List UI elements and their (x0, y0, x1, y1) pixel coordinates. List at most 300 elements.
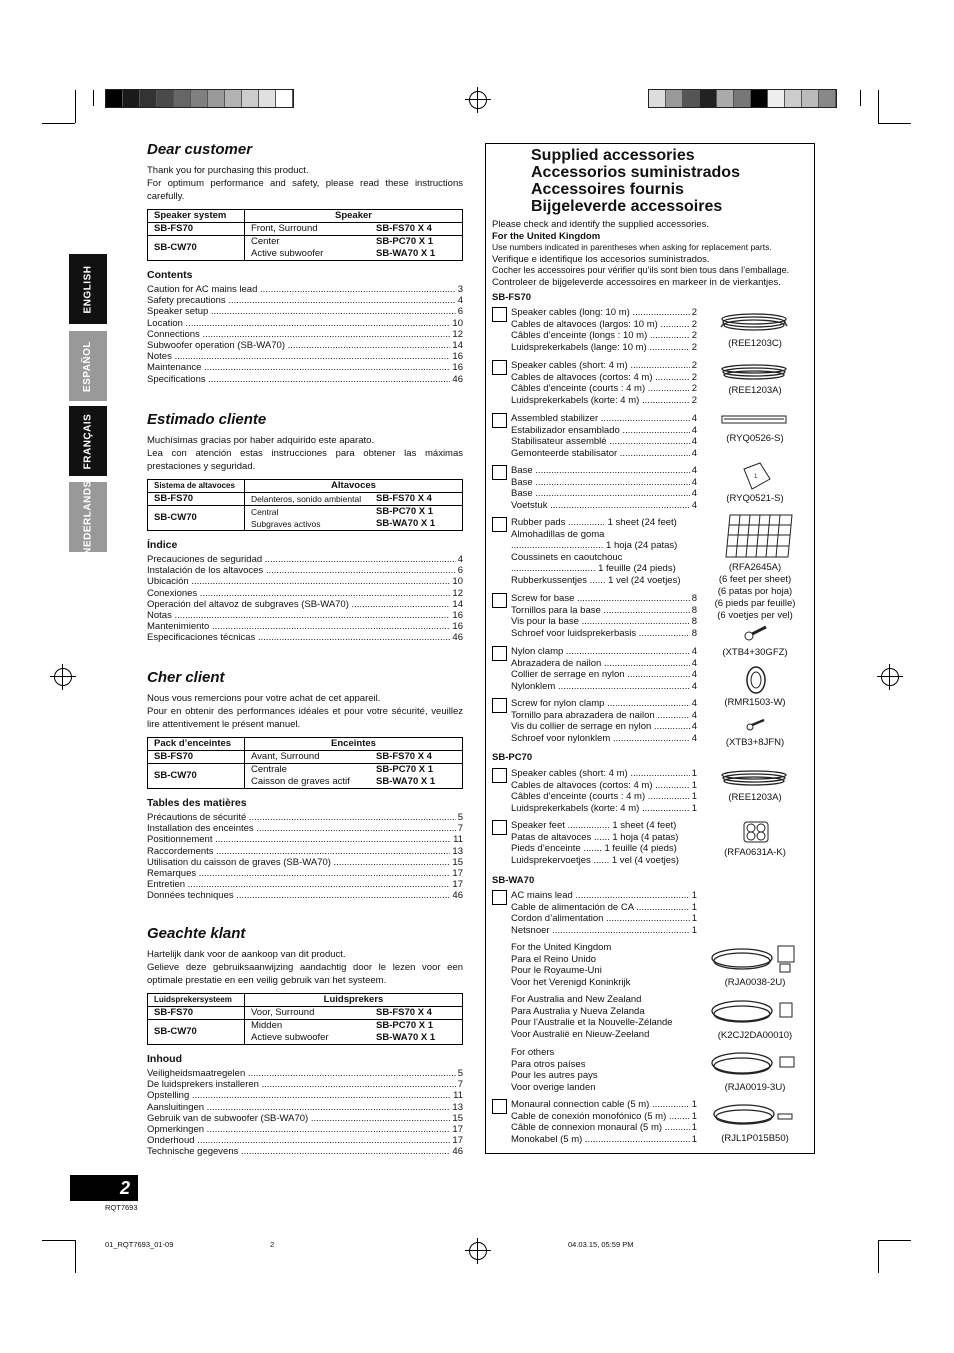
accessory-qty: 4 (691, 436, 697, 448)
speaker-model: SB-PC70 X 1 (376, 1020, 434, 1031)
accessory-label: Screw for base ..... (511, 593, 690, 605)
part-number: (K2CJ2DA00010) (717, 1030, 793, 1041)
speaker-model: SB-WA70 X 1 (376, 776, 436, 787)
footer-page: 2 (270, 1240, 275, 1249)
section-dutch (147, 925, 463, 1158)
toc-item[interactable] (147, 1090, 463, 1101)
part-number: (RJA0019-3U) (724, 1082, 786, 1093)
toc-item-page: 15 (452, 1112, 463, 1124)
toc-item[interactable] (147, 1079, 463, 1090)
accessory-label: Base ..... (511, 477, 690, 489)
accessory-label: Gemonteerde stabilisator ..... (511, 448, 690, 460)
accessory-checkbox[interactable] (492, 646, 507, 661)
part-number: (REE1203A) (728, 792, 782, 803)
accessory-checkbox[interactable] (492, 593, 507, 608)
accessory-label: Collier de serrage en nylon ..... (511, 669, 690, 681)
toc-item-label: Veiligheidsmaatregelen ..... (147, 1068, 456, 1079)
lang-tab-francais[interactable]: FRANÇAIS (69, 406, 107, 476)
speaker-model: SB-WA70 X 1 (376, 1032, 436, 1043)
accessory-label: Schroef voor nylonklem ..... (511, 733, 690, 745)
variant-label: Pour l’Australie et la Nouvelle-Zélande (511, 1017, 673, 1029)
accessory-line (511, 425, 697, 437)
toc-item-label: Gebruik van de subwoofer (SB-WA70) ..... (147, 1113, 450, 1124)
accessory-qty: 1 (691, 779, 697, 791)
accessory-line (511, 669, 697, 681)
table-header: Luidsprekers (245, 994, 463, 1007)
toc-item-label: Opmerkingen ..... (147, 1124, 450, 1135)
intro-text: For optimum performance and safety, please read these instructions carefully. (147, 178, 463, 202)
accessory-label: Cables de altavoces (cortos: 4 m) ..... (511, 372, 690, 384)
accessory-line (511, 843, 697, 855)
toc-item[interactable] (147, 834, 463, 845)
speaker-desc: Delanteros, sonido ambiental (251, 494, 362, 504)
lang-tab-english[interactable]: ENGLISH (69, 254, 107, 324)
toc-item[interactable] (147, 1068, 463, 1079)
accessory-line (511, 330, 697, 342)
accessory-line (511, 413, 697, 425)
intro-line: Use numbers indicated in parentheses when asking for replacement parts. (492, 242, 772, 252)
speaker-table (147, 993, 463, 1045)
accessory-line (511, 488, 697, 500)
part-number: (RJA0038-2U) (724, 977, 786, 988)
color-registration-bar-right (648, 89, 837, 108)
toc-item-label: Specifications ..... (147, 374, 450, 385)
accessory-line (511, 890, 697, 902)
accessory-qty: 4 (691, 413, 697, 424)
toc-item-page: 5 (457, 1068, 463, 1079)
accessory-label: Rubber pads .............. 1 sheet (24 feet) (511, 517, 677, 528)
toc-item-page: 13 (452, 1101, 463, 1113)
speaker-model: SB-PC70 X 1 (376, 764, 434, 775)
toc-item-page: 17 (452, 1124, 463, 1136)
toc-item-label: Onderhoud ..... (147, 1135, 450, 1146)
accessory-label: ................................... 1 hoja (24 patas) (511, 540, 678, 552)
table-header: Sistema de altavoces (148, 480, 245, 493)
toc-item[interactable] (147, 351, 463, 362)
table-row (148, 1020, 463, 1045)
accessory-label: Base ..... (511, 465, 690, 477)
accessory-label: Tornillos para la base ..... (511, 605, 690, 617)
accessory-checkbox[interactable] (492, 820, 507, 835)
table-header: Speaker (245, 210, 463, 223)
toc-item-page: 46 (452, 890, 463, 902)
toc-list (147, 284, 463, 385)
accessory-line (511, 721, 697, 733)
toc-item-label: Instalación de los altavoces ..... (147, 565, 456, 576)
accessory-line (511, 383, 697, 395)
toc-item-label: Données techniques ..... (147, 890, 450, 901)
toc-item[interactable] (147, 284, 463, 295)
accessory-line (511, 832, 697, 844)
toc-item[interactable] (147, 868, 463, 879)
accessory-qty: 1 (691, 901, 697, 913)
toc-item[interactable] (147, 565, 463, 576)
accessory-label: Cordon d’alimentation ..... (511, 913, 690, 925)
registration-target-icon (469, 91, 487, 109)
toc-list (147, 1068, 463, 1158)
group-sb-wa70: SB-WA70 (492, 875, 535, 886)
accessory-label: Almohadillas de goma (511, 528, 605, 540)
footer-date: 04.03.15, 05:59 PM (568, 1240, 634, 1249)
table-row (148, 506, 463, 531)
toc-item-label: Ubicación ..... (147, 576, 450, 587)
accessory-line (511, 540, 697, 552)
intro-text: Lea con atención estas instrucciones para obtener las máximas prestaciones y seguridad. (147, 448, 463, 472)
accessory-line (511, 563, 697, 575)
accessory-qty: 8 (691, 616, 697, 628)
toc-item[interactable] (147, 879, 463, 890)
toc-item[interactable] (147, 588, 463, 599)
accessory-label: Netsnoer ..... (511, 925, 690, 937)
accessory-qty: 4 (691, 669, 697, 681)
toc-item[interactable] (147, 823, 463, 834)
toc-item[interactable] (147, 1124, 463, 1135)
toc-item-page: 11 (453, 1090, 463, 1102)
accessory-label: Vis pour la base ..... (511, 616, 690, 628)
accessory-line (511, 658, 697, 670)
part-number: (REE1203C) (728, 338, 782, 349)
accessory-label: Monokabel (5 m) ..... (511, 1134, 690, 1146)
accessory-checkbox[interactable] (492, 465, 507, 480)
accessory-label: Speaker cables (short: 4 m) ..... (511, 360, 690, 372)
toc-item-label: Installation des enceintes ..... (147, 823, 456, 834)
accessory-checkbox[interactable] (492, 413, 507, 428)
accessory-label: Base ..... (511, 488, 690, 500)
toc-item-label: Connections ..... (147, 329, 450, 340)
variant-label: Para otros países (511, 1058, 586, 1070)
speaker-desc: Caisson de graves actif (251, 776, 350, 787)
accessory-line (511, 616, 697, 628)
toc-item-label: Utilisation du caisson de graves (SB-WA70) ..... (147, 857, 450, 868)
variant-label: Voor overige landen (511, 1081, 596, 1093)
toc-item-label: Safety precautions ..... (147, 295, 456, 306)
accessory-line (511, 913, 697, 925)
speaker-model: SB-FS70 X 4 (376, 1007, 432, 1018)
accessory-line (511, 855, 697, 867)
section-title: Cher client (147, 669, 225, 686)
ac-mains-lead-uk-icon (708, 942, 798, 976)
speaker-feet-icon (742, 820, 770, 844)
toc-item[interactable] (147, 1146, 463, 1157)
section-french (147, 669, 463, 902)
rubber-pads-icon (724, 513, 794, 559)
toc-item-label: Precauciones de seguridad ..... (147, 554, 456, 565)
accessory-checkbox[interactable] (492, 768, 507, 783)
toc-item[interactable] (147, 890, 463, 901)
toc-item-page: 46 (452, 632, 463, 644)
accessory-checkbox[interactable] (492, 517, 507, 532)
toc-item-label: Notas ..... (147, 610, 450, 621)
toc-item[interactable] (147, 374, 463, 385)
table-header: Speaker system (148, 210, 245, 223)
accessory-item (492, 465, 697, 511)
accessory-qty: 2 (691, 318, 697, 330)
variant-label: Para Australia y Nueva Zelanda (511, 1005, 645, 1017)
toc-item[interactable] (147, 318, 463, 329)
accessory-line (511, 342, 697, 354)
accessory-qty: 4 (691, 698, 697, 709)
accessory-item (492, 1099, 697, 1145)
speaker-table (147, 479, 463, 531)
toc-item[interactable] (147, 610, 463, 621)
part-number: (RYQ0526-S) (726, 433, 784, 444)
accessory-qty: 2 (691, 360, 697, 371)
accessory-line (511, 1111, 697, 1123)
toc-item-label: Précautions de sécurité ..... (147, 812, 456, 823)
accessory-checkbox[interactable] (492, 1099, 507, 1114)
accessory-label: Estabilizador ensamblado ..... (511, 425, 690, 437)
speaker-model: SB-FS70 X 4 (376, 223, 432, 234)
accessory-label: Screw for nylon clamp ..... (511, 698, 690, 710)
intro-text: Hartelijk dank voor de aankoop van dit product. (147, 949, 346, 960)
accessory-line (511, 791, 697, 803)
speaker-desc: Central (251, 507, 279, 517)
toc-item[interactable] (147, 1135, 463, 1146)
accessory-line (511, 529, 697, 541)
toc-item-page: 6 (457, 565, 463, 577)
base-icon (740, 461, 772, 491)
accessory-qty: 2 (691, 371, 697, 383)
variant-label: Pour le Royaume-Uni (511, 965, 602, 977)
accessory-line (511, 517, 697, 529)
registration-target-icon (469, 1242, 487, 1260)
speaker-cable-long-icon (720, 311, 788, 335)
accessory-label: Speaker cables (long: 10 m) ..... (511, 307, 690, 319)
toc-item[interactable] (147, 857, 463, 868)
toc-item[interactable] (147, 340, 463, 351)
toc-item-label: Notes ..... (147, 351, 450, 362)
accessory-item (492, 307, 697, 353)
speaker-system: SB-CW70 (148, 764, 245, 789)
toc-item-page: 16 (452, 621, 463, 633)
accessory-label: Cables de altavoces (cortos: 4 m) ..... (511, 780, 690, 792)
accessory-label: Coussinets en caoutchouc (511, 551, 623, 563)
toc-item[interactable] (147, 329, 463, 340)
accessory-line (511, 360, 697, 372)
monaural-cable-icon (708, 1100, 798, 1130)
table-row (148, 764, 463, 789)
accessory-line (511, 646, 697, 658)
accessory-line (511, 593, 697, 605)
table-row (148, 236, 463, 261)
accessory-checkbox[interactable] (492, 698, 507, 713)
toc-item-page: 16 (452, 610, 463, 622)
accessory-label: Câbles d’enceinte (courts : 4 m) ..... (511, 791, 690, 803)
toc-item-page: 13 (452, 845, 463, 857)
accessory-line (511, 552, 697, 564)
accessory-line (511, 1099, 697, 1111)
accessory-label: Câbles d’enceinte (longs : 10 m) ..... (511, 330, 690, 342)
group-sb-fs70: SB-FS70 (492, 292, 532, 303)
speaker-model: SB-WA70 X 1 (376, 248, 436, 259)
nylon-clamp-icon (744, 664, 768, 696)
accessory-qty: 4 (691, 721, 697, 733)
table-header: Altavoces (245, 480, 463, 493)
toc-item-label: Entretien ..... (147, 879, 450, 890)
accessory-line (511, 710, 697, 722)
accessory-label: Luidsprekerkabels (korte: 4 m) ..... (511, 803, 690, 815)
stabilizer-icon (720, 413, 788, 427)
part-number: (RYQ0521-S) (726, 493, 784, 504)
accessory-qty: 1 (691, 1099, 697, 1110)
accessory-qty: 1 (691, 1133, 697, 1145)
accessory-line (511, 448, 697, 460)
accessory-checkbox[interactable] (492, 890, 507, 905)
part-note: (6 pieds par feuille) (714, 598, 796, 609)
intro-line: Cocher les accessoires pour vérifier qu’ils sont bien tous dans l’emballage. (492, 265, 790, 275)
section-title: Estimado cliente (147, 411, 267, 428)
toc-title: Tables des matières (147, 797, 247, 809)
accessory-qty: 1 (691, 1110, 697, 1122)
table-row (148, 751, 463, 764)
accessory-qty: 4 (691, 646, 697, 657)
toc-item[interactable] (147, 295, 463, 306)
section-title: Geachte klant (147, 925, 246, 942)
toc-item-page: 6 (457, 306, 463, 318)
intro-text: Thank you for purchasing this product. (147, 165, 309, 176)
accessory-label: Pieds d’enceinte ....... 1 feuille (4 pieds) (511, 843, 677, 855)
speaker-table (147, 737, 463, 789)
accessory-label: Luidsprekervoetjes ...... 1 vel (4 voetjes) (511, 854, 679, 866)
toc-item[interactable] (147, 362, 463, 373)
speaker-desc: Midden (251, 1020, 283, 1031)
table-row (148, 1007, 463, 1020)
toc-item-page: 14 (452, 598, 463, 610)
intro-line: Please check and identify the supplied accessories. (492, 219, 710, 230)
toc-item-label: Positionnement ..... (147, 834, 451, 845)
accessory-checkbox[interactable] (492, 360, 507, 375)
intro-line: Verifique e identifique los accesorios suministrados. (492, 253, 710, 265)
accessory-line (511, 605, 697, 617)
accessory-item (492, 890, 697, 936)
accessory-qty: 4 (691, 732, 697, 744)
toc-item-label: Location ..... (147, 318, 450, 329)
accessory-label: Nylon clamp ..... (511, 646, 690, 658)
accessory-line (511, 820, 697, 832)
toc-item[interactable] (147, 554, 463, 565)
mains-lead-variant (492, 942, 697, 988)
accessory-label: Patas de altavoces ...... 1 hoja (4 patas) (511, 831, 679, 843)
toc-item[interactable] (147, 621, 463, 632)
toc-item-page: 7 (457, 1079, 463, 1091)
toc-item-label: Subwoofer operation (SB-WA70) ..... (147, 340, 450, 351)
accessory-label: Cable de alimentación de CA ..... (511, 902, 690, 914)
speaker-desc: Active subwoofer (251, 248, 324, 259)
accessory-label: Cable de conexión monofónico (5 m) ..... (511, 1111, 690, 1123)
table-header: Pack d’enceintes (148, 738, 245, 751)
lang-tab-nederlands[interactable]: NEDERLANDS (69, 482, 107, 552)
accessory-line (511, 803, 697, 815)
mains-lead-variant (492, 994, 697, 1040)
speaker-desc: Front, Surround (251, 223, 318, 234)
screw-for-nylon-clamp-icon (746, 717, 766, 731)
part-note: (6 voetjes per vel) (717, 610, 793, 621)
toc-item-label: Mantenimiento ..... (147, 621, 450, 632)
speaker-desc: Voor, Surround (251, 1007, 315, 1018)
accessory-line (511, 465, 697, 477)
accessory-line (511, 372, 697, 384)
section-title: Dear customer (147, 141, 253, 158)
toc-item-label: De luidsprekers installeren ..... (147, 1079, 456, 1090)
accessory-qty: 1 (691, 768, 697, 779)
accessory-label: Câbles d’enceinte (courts : 4 m) ..... (511, 383, 690, 395)
accessory-qty: 4 (691, 447, 697, 459)
accessory-label: Stabilisateur assemblé ..... (511, 436, 690, 448)
toc-item[interactable] (147, 599, 463, 610)
accessory-line (511, 395, 697, 407)
toc-item-page: 14 (452, 340, 463, 352)
toc-item-page: 11 (453, 834, 463, 846)
accessory-label: Cables de altavoces (largos: 10 m) ..... (511, 319, 690, 331)
toc-item[interactable] (147, 812, 463, 823)
toc-item-label: Remarques ..... (147, 868, 450, 879)
toc-item[interactable] (147, 1113, 463, 1124)
toc-item[interactable] (147, 1102, 463, 1113)
speaker-cable-short-icon (720, 362, 788, 382)
part-number: (XTB3+8JFN) (725, 737, 785, 748)
toc-item-page: 10 (452, 576, 463, 588)
accessory-item (492, 517, 697, 587)
document-code: RQT7693 (105, 1203, 138, 1212)
toc-item-page: 5 (457, 812, 463, 823)
toc-item-page: 3 (457, 284, 463, 295)
part-number: (RMR1503-W) (724, 697, 786, 708)
toc-item[interactable] (147, 846, 463, 857)
accessory-line (511, 477, 697, 489)
toc-item[interactable] (147, 632, 463, 643)
accessory-qty: 1 (691, 791, 697, 803)
accessory-qty: 1 (691, 1122, 697, 1134)
toc-item[interactable] (147, 576, 463, 587)
accessory-qty: 2 (691, 341, 697, 353)
toc-item-page: 15 (452, 856, 463, 868)
toc-item-page: 4 (457, 554, 463, 565)
toc-list (147, 812, 463, 902)
toc-item-page: 16 (452, 362, 463, 374)
accessory-label: Assembled stabilizer ..... (511, 413, 690, 425)
speaker-system: SB-CW70 (148, 236, 245, 261)
toc-item[interactable] (147, 306, 463, 317)
accessory-qty: 2 (691, 394, 697, 406)
lang-tab-espanol[interactable]: ESPAÑOL (69, 331, 107, 401)
intro-line: Controleer de bijgeleverde accessoires en markeer in de vierkantjes. (492, 276, 781, 288)
accessory-line (511, 307, 697, 319)
accessory-label: Nylonklem ..... (511, 681, 690, 693)
part-number: (RFA0631A-K) (724, 847, 786, 858)
accessory-label: Câble de connexion monaural (5 m) ..... (511, 1122, 690, 1134)
accessory-line (511, 628, 697, 640)
accessory-checkbox[interactable] (492, 307, 507, 322)
accessory-qty: 4 (691, 657, 697, 669)
toc-item-page: 12 (452, 587, 463, 599)
accessory-line (511, 733, 697, 745)
mains-lead-variant (492, 1047, 697, 1093)
color-registration-bar-left (105, 89, 294, 108)
accessory-line (511, 575, 697, 587)
registration-target-icon (54, 668, 72, 686)
accessory-item (492, 593, 697, 639)
toc-item-label: Maintenance ..... (147, 362, 450, 373)
toc-title: Índice (147, 539, 178, 551)
accessory-qty: 4 (691, 476, 697, 488)
speaker-desc: Subgraves activos (251, 519, 321, 529)
accessory-qty: 1 (691, 802, 697, 814)
accessory-item (492, 646, 697, 692)
toc-item-label: Raccordements ..... (147, 846, 450, 857)
toc-title: Inhoud (147, 1053, 182, 1065)
intro-text: Pour en obtenir des performances idéales et pour votre sécurité, veuillez lire attentivement le présent manuel. (147, 706, 463, 730)
variant-label: Pour les autres pays (511, 1070, 598, 1082)
